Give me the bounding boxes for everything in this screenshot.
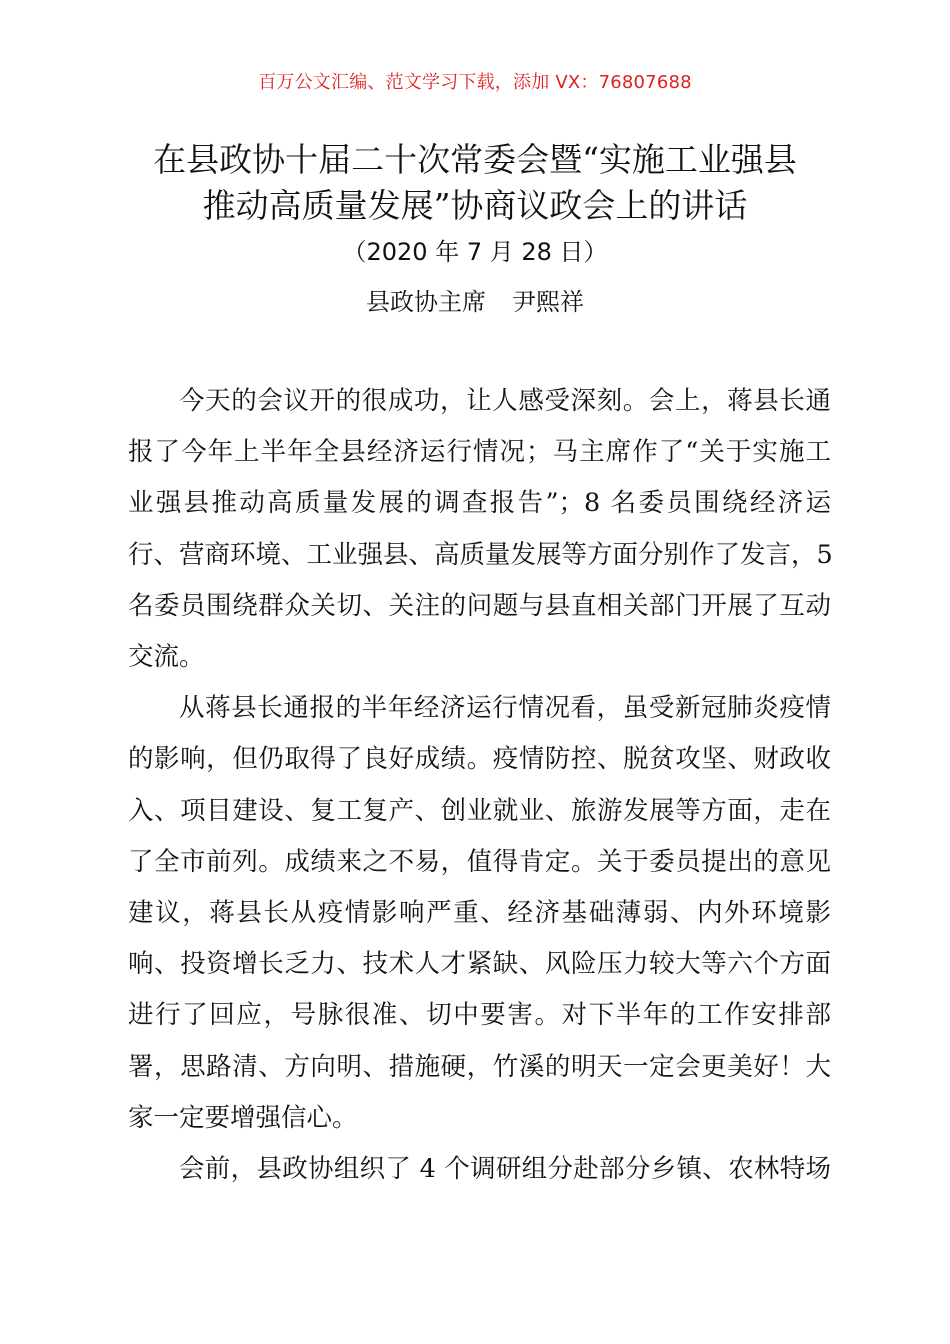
text-line: 从蒋县长通报的半年经济运行情况看，虽受新冠肺炎疫情 (179, 693, 831, 724)
text-line: 建议，蒋县长从疫情影响严重、经济基础薄弱、内外环境影 (128, 898, 831, 929)
document-body (128, 376, 831, 1195)
document-author (0, 282, 950, 317)
text-line: 会前，县政协组织了 4 个调研组分赴部分乡镇、农林特场 (179, 1154, 831, 1185)
document-date: （2020 年 7 月 28 日） (342, 238, 608, 266)
paragraph-3 (128, 1144, 831, 1195)
text-line: 今天的会议开的很成功，让人感受深刻。会上，蒋县长通 (179, 386, 831, 416)
text-line: 响、投资增长乏力、技术人才紧缺、风险压力较大等六个方面 (128, 949, 831, 980)
text-line: 报了今年上半年全县经济运行情况；马主席作了“关于实施工 (128, 437, 831, 468)
author-role: 县政协主席 (366, 288, 486, 316)
author-name: 尹熙祥 (512, 288, 584, 316)
text-line: 名委员围绕群众关切、关注的问题与县直相关部门开展了互动 (128, 590, 831, 621)
text-line: 行、营商环境、工业强县、高质量发展等方面分别作了发言，5 (128, 539, 833, 570)
text-line: 家一定要增强信心。 (128, 1102, 358, 1133)
text-line: 业强县推动高质量发展的调查报告”；8 名委员围绕经济运 (128, 488, 831, 519)
text-line: 交流。 (128, 642, 205, 673)
paragraph-2 (128, 683, 831, 1144)
watermark-banner: 百万公文汇编、范文学习下载，添加 VX：76807688 (258, 72, 692, 93)
document-title-line-1: 在县政协十届二十次常委会暨“实施工业强县 (153, 140, 797, 179)
text-line: 署，思路清、方向明、措施硬，竹溪的明天一定会更美好！大 (128, 1051, 831, 1082)
text-line: 的影响，但仍取得了良好成绩。疫情防控、脱贫攻坚、财政收 (128, 744, 831, 775)
text-line: 入、项目建设、复工复产、创业就业、旅游发展等方面，走在 (128, 795, 831, 826)
text-line: 了全市前列。成绩来之不易，值得肯定。关于委员提出的意见 (128, 846, 831, 877)
document-title-line-2: 推动高质量发展”协商议政会上的讲话 (202, 186, 748, 225)
text-line: 进行了回应，号脉很准、切中要害。对下半年的工作安排部 (128, 1000, 831, 1031)
paragraph-1 (128, 376, 831, 683)
